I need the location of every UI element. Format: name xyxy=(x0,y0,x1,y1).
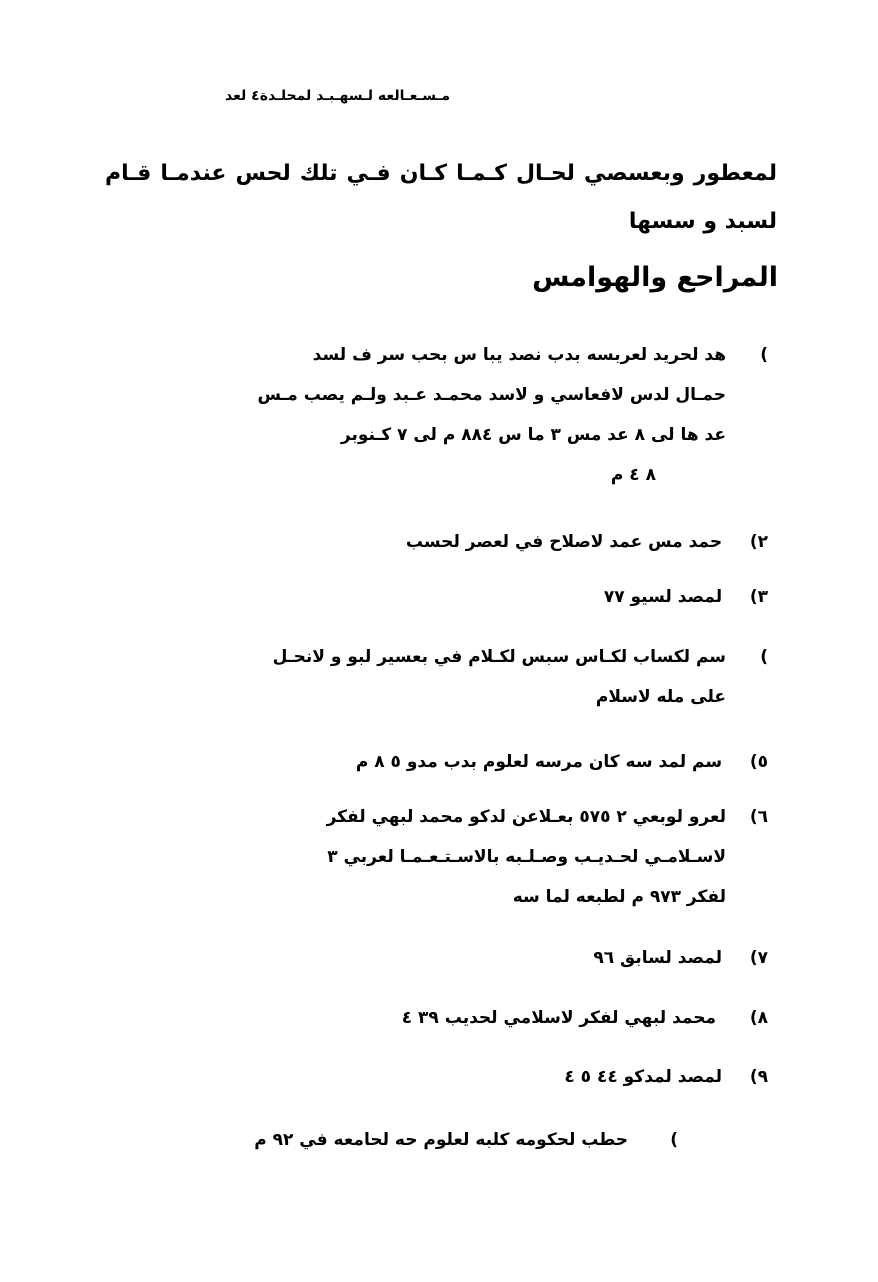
reference-text: حطب لحكومه كلبه لعلوم حه لحامعه في ٩٢ م xyxy=(254,1130,629,1150)
reference-line: هد لحريد لعربسه بدب نصد يبا س بحب سر ف لسد xyxy=(312,345,726,365)
reference-number: ٦) xyxy=(749,807,768,827)
reference-text: حمد مس عمد لاصلاح في لعصر لحسب xyxy=(405,532,723,552)
reference-text: سم لمد سه كان مرسه لعلوم بدب مدو ٥ ٨ م xyxy=(355,752,723,772)
reference-item xyxy=(110,797,768,917)
reference-text xyxy=(110,797,726,917)
reference-line: حمـال لدس لافعاسي و لاسد محمـد عـبد ولـم يصب مـس xyxy=(257,385,726,405)
running-header: مـسـعـالعه لـسهـبـد لمحلـدة٤ لعد xyxy=(225,88,450,104)
reference-text: لمصد لسابق ٩٦ xyxy=(593,948,723,968)
reference-text: محمد لبهي لفكر لاسلامي لحديب ٣٩ ٤ xyxy=(401,1008,717,1028)
reference-item xyxy=(110,637,768,717)
reference-line: لفكر ٩٧٣ م لطبعه لما سه xyxy=(512,887,726,907)
reference-item xyxy=(110,335,768,495)
reference-number: ٢) xyxy=(749,532,768,552)
reference-number: ) xyxy=(670,1130,678,1150)
reference-line: سم لكساب لكـاس سبس لكـلام في بعسير لبو و لانحـل xyxy=(272,647,726,667)
reference-line: لعرو لوبعي ٢ ٥٧٥ بعـلاعن لدكو محمد لبهي لفكر xyxy=(326,807,726,827)
reference-number: ٣) xyxy=(749,587,768,607)
reference-number: ) xyxy=(760,647,768,667)
reference-item xyxy=(402,998,768,1038)
reference-text xyxy=(110,637,726,717)
body-paragraph: لمعطور وبعسصي لحـال كـمـا كـان فـي تلك لحس عندمـا قـام لسبد و سسها xyxy=(105,161,777,234)
reference-item xyxy=(406,522,768,562)
reference-item xyxy=(254,1120,678,1160)
reference-number: ٥) xyxy=(749,752,768,772)
reference-line: عد ها لى ٨ عد مس ٣ ما س ٨٨٤ م لى ٧ كـنوبر xyxy=(340,425,726,445)
reference-line: لاسـلامـي لحـديـب وصـلـبه بالاسـتـعـمـا لعربي ٣ xyxy=(327,847,726,867)
section-title: المراحع والهوامس xyxy=(532,262,778,293)
reference-item xyxy=(564,1057,768,1097)
reference-number: ٩) xyxy=(749,1067,768,1087)
reference-line: ٨ ٤ م xyxy=(610,465,656,485)
reference-number: ٧) xyxy=(749,948,768,968)
reference-item xyxy=(356,742,768,782)
reference-item xyxy=(604,577,768,617)
reference-item xyxy=(593,938,768,978)
reference-number: ) xyxy=(760,345,768,365)
reference-number: ٨) xyxy=(749,1008,768,1028)
reference-text: لمصد لمدكو ٤٤ ٥ ٤ xyxy=(564,1067,723,1087)
reference-text xyxy=(110,335,726,495)
reference-text: لمصد لسيو ٧٧ xyxy=(603,587,723,607)
reference-line: على مله لاسلام xyxy=(595,687,726,707)
